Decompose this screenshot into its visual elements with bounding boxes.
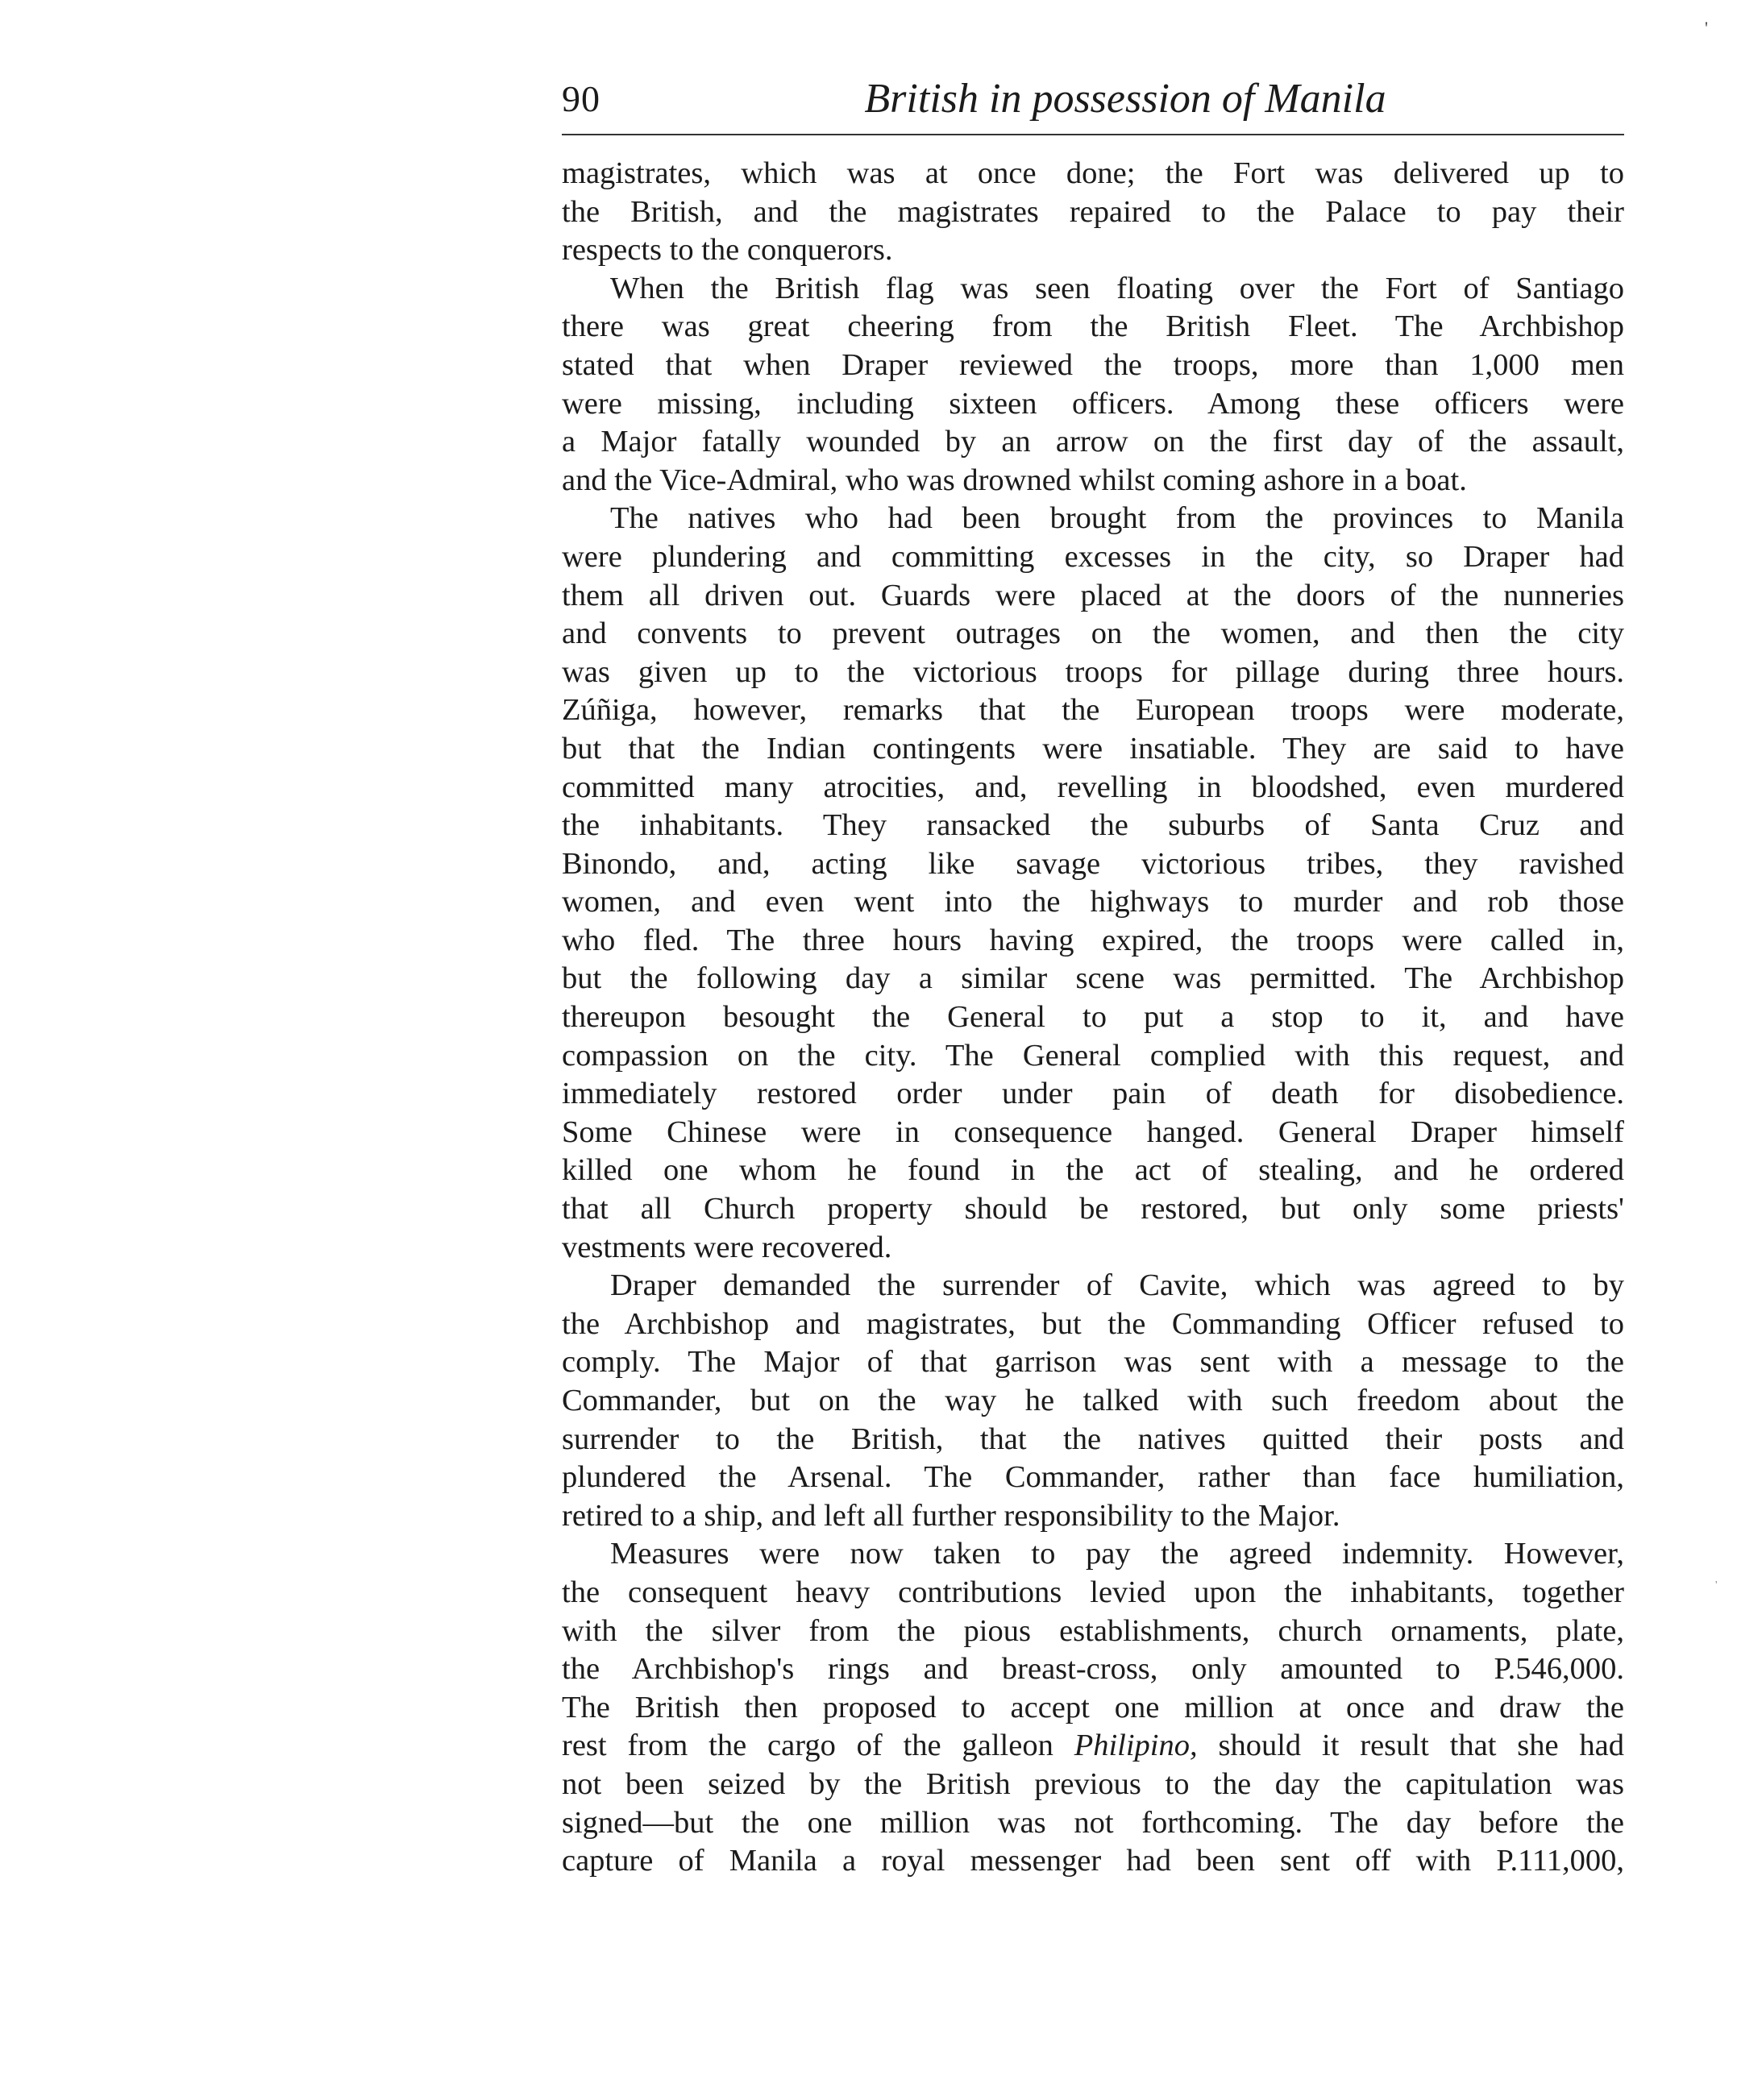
text-line: comply. The Major of that garrison was sent with a message to the [562, 1345, 1624, 1380]
text-line: Measures were now taken to pay the agreed indemnity. However, [610, 1537, 1624, 1571]
text-line: and convents to prevent outrages on the women, and then the city [562, 616, 1624, 651]
text-line [562, 1727, 1624, 1766]
text-line: Draper demanded the surrender of Cavite, which was agreed to by [610, 1268, 1624, 1303]
text-line: the Archbishop's rings and breast-cross, only amounted to P.546,000. [562, 1652, 1624, 1687]
text-line: the inhabitants. They ransacked the suburbs of Santa Cruz and [562, 808, 1624, 843]
text-line: surrender to the British, that the natives quitted their posts and [562, 1421, 1624, 1456]
running-head [562, 71, 1624, 127]
margin-mark-right: ' [1715, 1579, 1718, 1592]
text-line: Zúñiga, however, remarks that the European troops were moderate, [562, 693, 1624, 728]
text-line: retired to a ship, and left all further responsibility to the Major. [562, 1498, 1340, 1533]
text-line: killed one whom he found in the act of stealing, and he ordered [562, 1153, 1624, 1188]
text-run: should it result that she had [1197, 1729, 1625, 1763]
text-line: vestments were recovered. [562, 1230, 892, 1264]
text-line: with the silver from the pious establishments, church ornaments, plate, [562, 1613, 1624, 1648]
text-line: Commander, but on the way he talked with such freedom about the [562, 1384, 1624, 1417]
text-line: the British, and the magistrates repaired to the Palace to pay their [562, 194, 1624, 229]
text-line: but that the Indian contingents were insatiable. They are said to have [562, 731, 1624, 766]
text-line: was given up to the victorious troops for pillage during three hours. [562, 654, 1624, 689]
text-line: were missing, including sixteen officers. Among these officers were [562, 386, 1624, 421]
text-line: committed many atrocities, and, revelling in bloodshed, even murdered [562, 770, 1624, 804]
header-rule [562, 134, 1624, 135]
text-line: stated that when Draper reviewed the troops, more than 1,000 men [562, 347, 1624, 382]
body-text [562, 155, 1624, 1881]
text-line: Binondo, and, acting like savage victorious tribes, they ravished [562, 846, 1624, 881]
text-line: thereupon besought the General to put a stop to it, and have [562, 1000, 1624, 1035]
text-line: who fled. The three hours having expired, the troops were called in, [562, 923, 1624, 957]
text-line: When the British flag was seen floating over the Fort of Santiago [610, 271, 1624, 305]
text-line: signed—but the one million was not forthcoming. The day before the [562, 1805, 1624, 1840]
margin-mark-top: ' [1705, 18, 1708, 38]
text-line: respects to the conquerors. [562, 233, 893, 268]
text-line: The natives who had been brought from the provinces to Manila [610, 501, 1624, 536]
text-line: them all driven out. Guards were placed at the doors of the nunneries [562, 578, 1624, 612]
text-line: women, and even went into the highways to murder and rob those [562, 885, 1624, 919]
text-line: compassion on the city. The General complied with this request, and [562, 1038, 1624, 1073]
page-number: 90 [562, 78, 600, 119]
running-title: British in possession of Manila [864, 76, 1386, 122]
ship-name: Philipino, [1074, 1729, 1198, 1763]
text-line: plundered the Arsenal. The Commander, rather than face humiliation, [562, 1460, 1624, 1495]
text-line: but the following day a similar scene was permitted. The Archbishop [562, 961, 1624, 996]
text-line: magistrates, which was at once done; the Fort was delivered up to [562, 156, 1624, 190]
text-line: not been seized by the British previous to the day the capitulation was [562, 1766, 1624, 1801]
text-line: and the Vice-Admiral, who was drowned whilst coming ashore in a boat. [562, 463, 1467, 497]
text-line: the consequent heavy contributions levied upon the inhabitants, together [562, 1575, 1624, 1609]
text-line: there was great cheering from the British Fleet. The Archbishop [562, 309, 1624, 344]
text-line: The British then proposed to accept one million at once and draw the [562, 1690, 1624, 1724]
text-line: that all Church property should be restored, but only some priests' [562, 1192, 1624, 1226]
text-line: capture of Manila a royal messenger had been sent off with P.111,000, [562, 1844, 1624, 1878]
text-line: Some Chinese were in consequence hanged. General Draper himself [562, 1114, 1624, 1149]
text-line: immediately restored order under pain of death for disobedience. [562, 1077, 1624, 1111]
text-line: the Archbishop and magistrates, but the Commanding Officer refused to [562, 1306, 1624, 1341]
text-run: rest from the cargo of the galleon [562, 1729, 1074, 1763]
text-line: were plundering and committing excesses in the city, so Draper had [562, 539, 1624, 574]
text-line: a Major fatally wounded by an arrow on the first day of the assault, [562, 425, 1624, 459]
